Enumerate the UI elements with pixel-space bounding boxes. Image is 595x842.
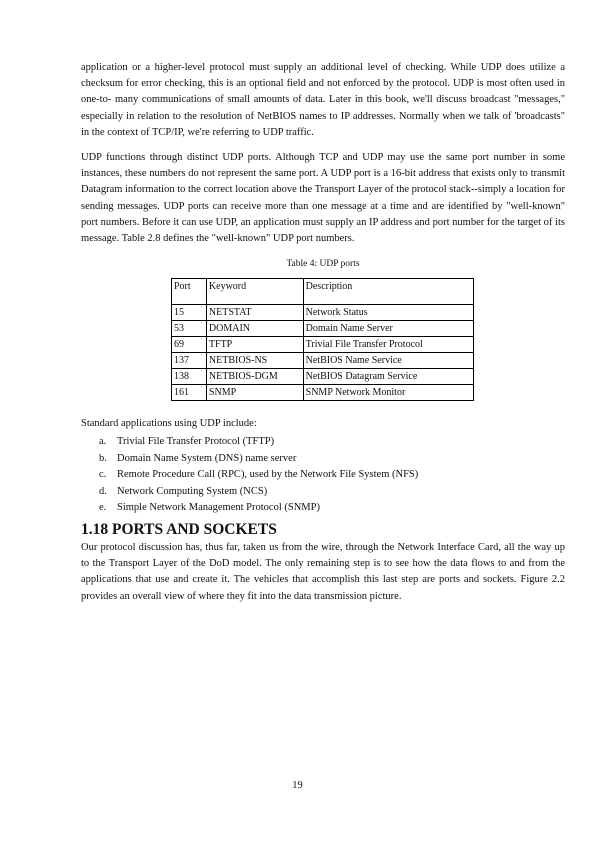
table-row: [172, 305, 474, 321]
applications-intro: Standard applications using UDP include:: [81, 418, 257, 430]
paragraph-udp-checking: application or a higher-level protocol must supply an additional level of checking. While UDP does utilize a checksum for error checking, this is an optional field and not enforced by the protocol. UDP is most often used in one-to- many communications of small amounts of data. Later in this book, we'll discuss broadcast "messages," especially in relation to the resolution of NetBIOS names to IP addresses. Normally when we talk of 'broadcasts" in the context of TCP/IP, we're referring to UDP traffic.: [81, 62, 565, 138]
cell-port: 138: [172, 369, 207, 385]
table-row: [172, 321, 474, 337]
header-description: Description: [303, 279, 473, 305]
paragraph-ports-sockets: Our protocol discussion has, thus far, taken us from the wire, through the Network Interface Card, all the way up to the Transport Layer of the DoD model. The only remaining step is to see how the data flows to and from the applications that use and create it. The vehicles that accomplish this last step are ports and sockets. Figure 2.2 provides an overall view of where they fit into the data transmission picture.: [81, 541, 565, 602]
list-item-text: Trivial File Transfer Protocol (TFTP): [117, 436, 275, 448]
cell-keyword: SNMP: [206, 385, 303, 401]
table-row: [172, 353, 474, 369]
cell-port: 137: [172, 353, 207, 369]
list-marker: d.: [99, 485, 107, 497]
cell-keyword: NETBIOS-DGM: [206, 369, 303, 385]
cell-port: 69: [172, 337, 207, 353]
list-marker: c.: [99, 469, 107, 481]
cell-description: NetBIOS Datagram Service: [303, 369, 473, 385]
cell-description: Trivial File Transfer Protocol: [303, 337, 473, 353]
list-item: [99, 434, 565, 451]
cell-keyword: NETBIOS-NS: [206, 353, 303, 369]
list-marker: a.: [99, 436, 107, 448]
list-item-text: Simple Network Management Protocol (SNMP): [117, 502, 320, 514]
page-number: 19: [292, 780, 303, 791]
cell-port: 53: [172, 321, 207, 337]
list-item: [99, 467, 565, 484]
cell-description: Network Status: [303, 305, 473, 321]
udp-applications-list: [81, 434, 565, 517]
table-row: [172, 369, 474, 385]
list-marker: e.: [99, 502, 107, 514]
table-row: [172, 337, 474, 353]
cell-description: NetBIOS Name Service: [303, 353, 473, 369]
list-item-text: Network Computing System (NCS): [117, 485, 268, 497]
header-keyword: Keyword: [206, 279, 303, 305]
table-caption: Table 4: UDP ports: [286, 259, 360, 270]
section-heading: 1.18 PORTS AND SOCKETS: [81, 520, 277, 538]
cell-description: Domain Name Server: [303, 321, 473, 337]
cell-port: 161: [172, 385, 207, 401]
document-page: [81, 60, 565, 605]
udp-ports-table: [171, 278, 474, 401]
cell-keyword: NETSTAT: [206, 305, 303, 321]
cell-description: SNMP Network Monitor: [303, 385, 473, 401]
list-item-text: Domain Name System (DNS) name server: [117, 452, 297, 464]
cell-keyword: TFTP: [206, 337, 303, 353]
list-item: [99, 451, 565, 468]
list-item: [99, 500, 565, 517]
list-marker: b.: [99, 452, 107, 464]
table-row: [172, 385, 474, 401]
header-port: Port: [172, 279, 207, 305]
paragraph-udp-ports: UDP functions through distinct UDP ports. Although TCP and UDP may use the same port number in some instances, these numbers do not represent the same port. A UDP port is a 16-bit address that exists only to transmit Datagram information to the correct location above the Transport Layer of the protocol stack--simply a location for sending messages. UDP ports can receive more than one message at a time and are identified by "well-known" port numbers. Before it can use UDP, an application must supply an IP address and port number for the target of its message. Table 2.8 defines the "well-known" UDP port numbers.: [81, 152, 566, 245]
list-item: [99, 484, 565, 501]
cell-port: 15: [172, 305, 207, 321]
table-header-row: [172, 279, 474, 305]
cell-keyword: DOMAIN: [206, 321, 303, 337]
list-item-text: Remote Procedure Call (RPC), used by the Network File System (NFS): [117, 469, 419, 481]
